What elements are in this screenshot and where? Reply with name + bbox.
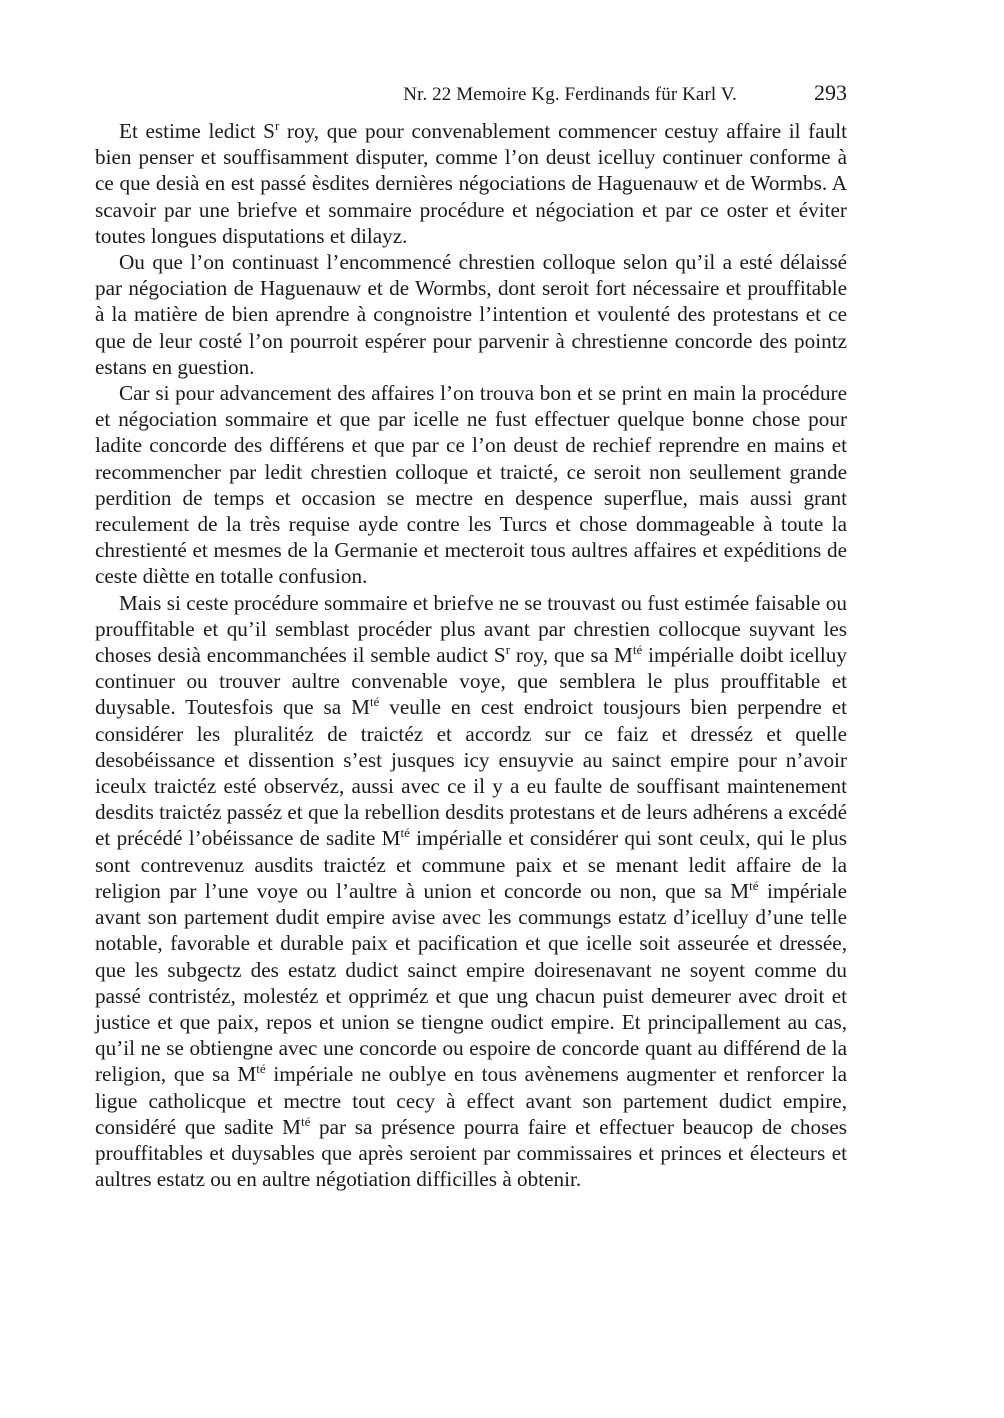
paragraph-2: Ou que l’on continuast l’encommencé chrestien colloque selon qu’il a esté délaissé par négociation de Haguenauw et de Wormbs, dont seroit fort nécessaire et prouffitable à la matière de bien aprendre à congnoistre l’intention et voulenté des protestans et ce que de leur costé l’on pourroit espérer pour parvenir à chrestienne concorde des pointz estans en guestion. [95, 250, 847, 379]
paragraph-4: Mais si ceste procédure sommaire et briefve ne se trouvast ou fust estimée faisable ou prouffitable et qu’il semblast procéder plus avant par chrestien collocque suyvant les choses desià encommanchées il semble audict $S^r$ roy, que sa $M^{té}$ impérialle doibt icelluy continuer ou trouver aultre convenable voye, que semblera le plus prouffitable et duysable. Toutesfois que sa $M^{té}$ veulle en cest endroict tousjours bien perpendre et considérer les pluralitéz de traictéz et accordz sur ce faiz et dresséz et quelle desobéissance et dissention s’est jusques icy ensuyvie au sainct empire pour n’avoir iceulx traictéz esté observéz, aussi avec ce il y a eu faulte de souffisant maintenement desdits traictéz passéz et que la rebellion desdits protestans et de leurs adhérens a excédé et précédé l’obéissance de sadite $M^{té}$ impérialle et considérer qui sont ceulx, qui le plus sont contrevenuz ausdits traictéz et commune paix et se menant ledit affaire de la religion par l’une voye ou l’aultre à union et concorde ou non, que sa $M^{té}$ impériale avant son partement dudit empire avise avec les commungs estatz d’icelluy d’une telle notable, favorable et durable paix et pacification et que icelle soit asseurée et dressée, que les subgectz des estatz dudict sainct empire doiresenavant ne soyent comme du passé contristéz, molestéz et oppriméz et que ung chacun puist demeurer avec droit et justice et que paix, repos et union se tiengne oudict empire. Et principallement au cas, qu’il ne se obtiengne avec une concorde ou espoire de concorde quant au différend de la religion, que sa $M^{té}$ impériale ne oublye en tous avènemens augmenter et renforcer la ligue catholicque et mectre tout cecy à effect avant son partement dudict empire, considéré que sadite $M^{té}$ par sa présence pourra faire et effectuer beaucop de choses prouffitables et duysables que après seroient par commissaires et princes et électeurs et aultres estatz ou en aultre négotiation difficilles à obtenir. [95, 590, 848, 1192]
running-header [95, 78, 847, 112]
paragraph-1: Et estime ledict $S^r$ roy, que pour convenablement commencer cestuy affaire il fault bien penser et souffisamment disputer, comme l’on deust icelluy continuer conforme à ce que desià en est passé èsdites dernières négociations de Haguenauw et de Wormbs. A scavoir par une briefve et sommaire procédure et négociation et par ce oster et éviter toutes longues disputations et dilayz. [95, 118, 847, 248]
body-text [95, 118, 847, 1192]
paragraph-3: Car si pour advancement des affaires l’on trouva bon et se print en main la procédure et négociation sommaire et que par icelle ne fust effectuer quelque bonne chose pour ladite concorde des différens et que par ce l’on deust de rechief reprendre en mains et recommencher par ledit chrestien colloque et traicté, ce seroit non seullement grande perdition de temps et occasion se mectre en despence superflue, mais aussi grant reculement de la très requise ayde contre les Turcs et chose dommageable à toute la chrestienté et mesmes de la Germanie et mecteroit tous aultres affaires et expéditions de ceste diètte en totalle confusion. [95, 381, 847, 589]
running-title: Nr. 22 Memoire Kg. Ferdinands für Karl V. [403, 84, 737, 105]
document-page [95, 78, 847, 1192]
page-number: 293 [814, 80, 847, 105]
